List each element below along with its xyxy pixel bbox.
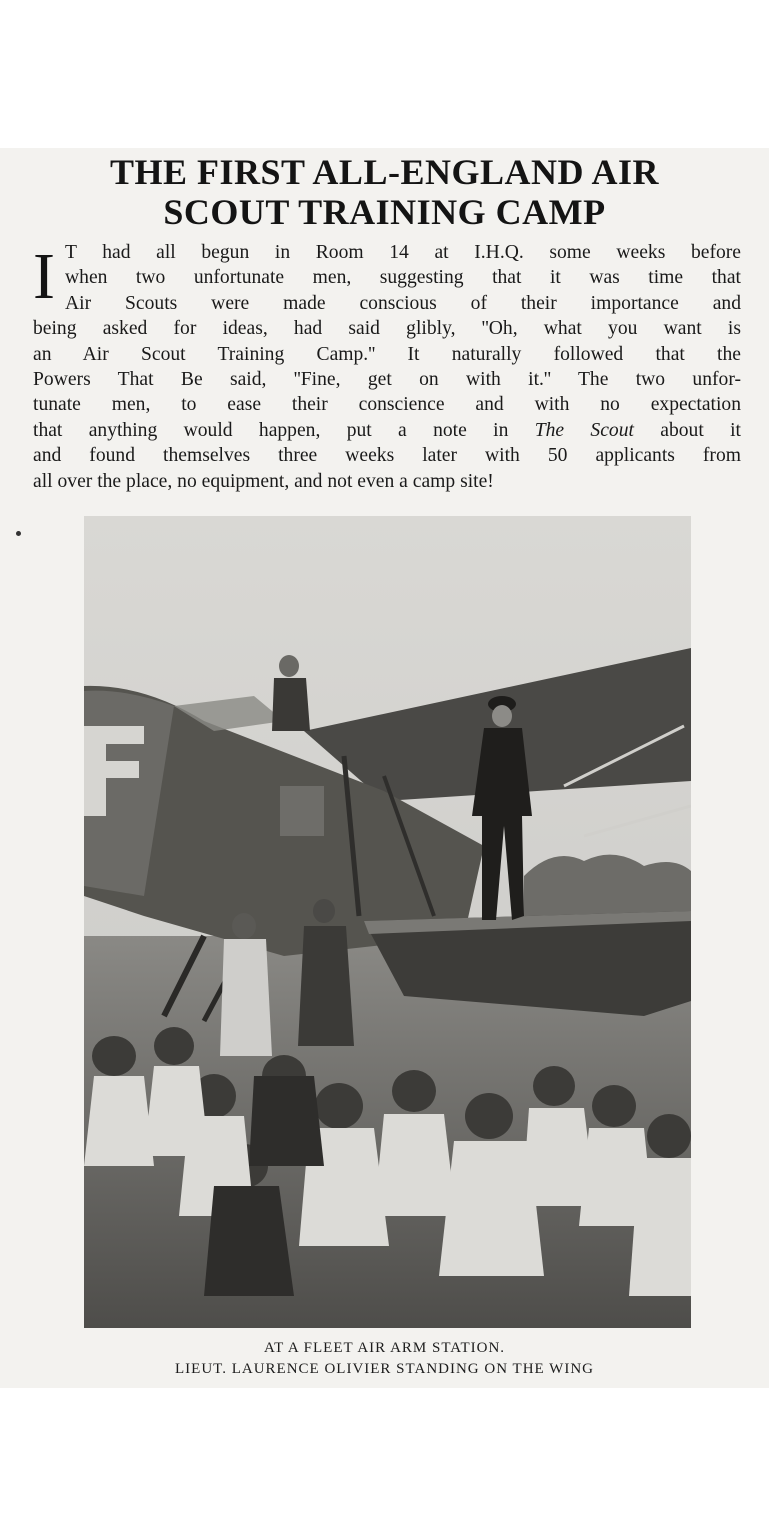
article-body xyxy=(33,240,741,494)
photo-caption-line-2: LIEUT. LAURENCE OLIVIER STANDING ON THE WING xyxy=(175,1361,594,1377)
body-line: and found themselves three weeks later with 50 applicants from xyxy=(33,445,741,467)
body-line: Powers That Be said, ''Fine, get on with it.'' The two unfor- xyxy=(33,368,741,390)
body-line: when two unfortunate men, suggesting that it was time that xyxy=(65,267,741,289)
print-speck xyxy=(16,531,21,536)
headline-line-1: THE FIRST ALL-ENGLAND AIR xyxy=(110,152,659,192)
body-line: an Air Scout Training Camp.'' It naturally followed that the xyxy=(33,343,741,365)
body-line: tunate men, to ease their conscience and with no expectation xyxy=(33,394,741,416)
body-line: all over the place, no equipment, and not even a camp site! xyxy=(33,470,494,492)
body-line: being asked for ideas, had said glibly, ''Oh, what you want is xyxy=(33,318,741,340)
body-line: T had all begun in Room 14 at I.H.Q. some weeks before xyxy=(65,242,741,263)
headline-line-2: SCOUT TRAINING CAMP xyxy=(163,192,606,232)
photograph-airplane-scouts xyxy=(84,516,691,1328)
body-line: that anything would happen, put a note in The Scout about it xyxy=(33,419,741,441)
drop-cap: I xyxy=(33,240,55,313)
body-line: Air Scouts were made conscious of their importance and xyxy=(65,292,741,314)
photo-caption-line-1: AT A FLEET AIR ARM STATION. xyxy=(263,1340,506,1356)
